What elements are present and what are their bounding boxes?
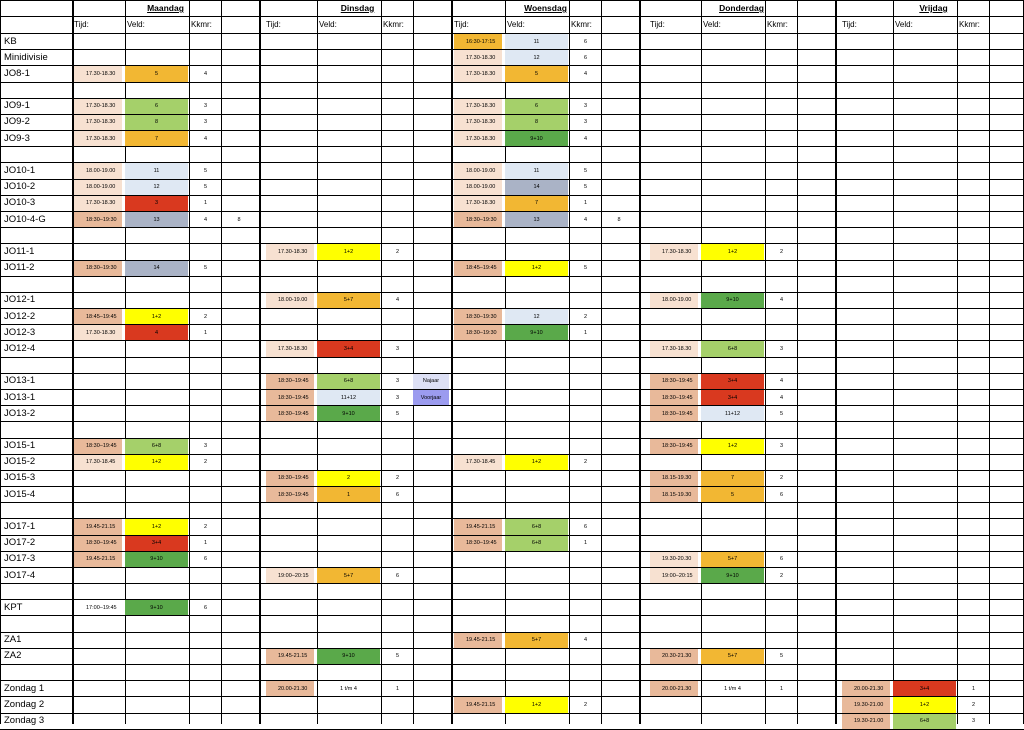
kkmr-cell: 2 (972, 701, 976, 708)
column-header-veld: Veld: (127, 19, 145, 29)
team-label: ZA1 (4, 634, 22, 646)
team-label: KPT (4, 601, 23, 613)
column-divider (701, 0, 702, 724)
column-divider (989, 0, 990, 724)
column-divider (451, 0, 453, 724)
veld-cell: 3 (125, 196, 188, 211)
tijd-cell: 17.30-18.30 (454, 66, 502, 81)
veld-cell: 1+2 (125, 309, 188, 324)
veld-cell: 8 (505, 115, 568, 130)
kkmr-cell: 4 (780, 297, 784, 304)
veld-cell: 5+7 (317, 293, 380, 308)
veld-cell: 6+8 (893, 714, 956, 729)
veld-cell: 11+12 (317, 390, 380, 405)
tijd-cell: 17.30-18.30 (650, 244, 698, 259)
kkmr-cell: 5 (396, 410, 400, 417)
veld-cell: 13 (505, 212, 568, 227)
veld-cell: 9+10 (505, 131, 568, 146)
veld-cell: 1+2 (505, 261, 568, 276)
kkmr-cell: 3 (396, 345, 400, 352)
row-divider (0, 227, 1024, 228)
team-label: JO17-1 (4, 520, 36, 532)
tijd-cell: 18:30–19:30 (74, 261, 122, 276)
kkmr-cell: 3 (584, 119, 588, 126)
veld-cell: 6+8 (125, 439, 188, 454)
row-divider (0, 648, 1024, 649)
tijd-cell: 18:30–19:45 (650, 406, 698, 421)
tijd-cell: 17.30-18.30 (74, 325, 122, 340)
tijd-cell: 17.30-18.45 (454, 455, 502, 470)
day-header-woensdag: Woensdag (524, 3, 567, 13)
tijd-cell: 18:30–19:45 (266, 487, 314, 502)
kkmr-cell: 5 (584, 265, 588, 272)
veld-cell: 3+4 (893, 681, 956, 696)
column-header-tijd: Tijd: (842, 19, 857, 29)
veld-cell: 2 (317, 471, 380, 486)
row-divider (0, 276, 1024, 277)
tijd-cell: 20.00-21.30 (266, 681, 314, 696)
team-label: JO8-1 (4, 67, 30, 79)
veld-cell: 1+2 (125, 455, 188, 470)
veld-cell: 3+4 (701, 390, 764, 405)
team-label: JO15-3 (4, 472, 36, 484)
column-divider (381, 0, 382, 724)
column-header-tijd: Tijd: (74, 19, 89, 29)
row-divider (0, 373, 1024, 374)
tijd-cell: 18:30–19:45 (650, 390, 698, 405)
kkmr-cell: 5 (204, 184, 208, 191)
tijd-cell: 18:30–19:45 (266, 390, 314, 405)
column-header-tijd: Tijd: (454, 19, 469, 29)
day-header-dinsdag: Dinsdag (340, 3, 375, 13)
veld-cell: 9+10 (317, 649, 380, 664)
veld-cell: 1+2 (701, 244, 764, 259)
veld-cell: 9+10 (701, 293, 764, 308)
column-header-tijd: Tijd: (266, 19, 281, 29)
veld-cell: 1 t/m 4 (724, 685, 741, 692)
kkmr-cell: 2 (584, 701, 588, 708)
kkmr-cell: 1 (584, 540, 588, 547)
row-divider (0, 470, 1024, 471)
tijd-cell: 16:30-17:15 (454, 34, 502, 49)
tijd-cell: 18:30–19:30 (74, 212, 122, 227)
team-label: JO17-3 (4, 553, 36, 565)
kkmr-cell: 1 (972, 685, 976, 692)
team-label: JO13-2 (4, 407, 36, 419)
tijd-cell: 17.30-18.30 (454, 50, 502, 65)
veld-cell: 9+10 (125, 600, 188, 615)
team-label: JO10-4-G (4, 213, 46, 225)
kkmr-cell: 5 (204, 265, 208, 272)
team-label: JO15-1 (4, 440, 36, 452)
tijd-cell: 17.30-18.30 (454, 115, 502, 130)
veld-cell: 11 (505, 163, 568, 178)
tijd-cell: 18.00-19.00 (650, 293, 698, 308)
column-divider (957, 0, 958, 724)
tijd-cell: 17.30-18.30 (454, 196, 502, 211)
kkmr-cell: 5 (584, 184, 588, 191)
kkmr-cell: 6 (396, 572, 400, 579)
team-label: JO13-1 (4, 375, 36, 387)
tijd-cell: 18.15-19.30 (650, 471, 698, 486)
team-label: JO9-3 (4, 132, 30, 144)
veld-cell: 6 (505, 99, 568, 114)
row-divider (0, 583, 1024, 584)
veld-cell: 1+2 (317, 244, 380, 259)
veld-cell: 1+2 (505, 697, 568, 712)
tijd-cell: 19.45-21.15 (74, 552, 122, 567)
row-divider (0, 82, 1024, 83)
tijd-cell: 19.30-20.30 (650, 552, 698, 567)
kkmr-cell: 4 (780, 378, 784, 385)
kkmr-cell: 3 (204, 103, 208, 110)
tijd-cell: 20.00-21.30 (650, 681, 698, 696)
team-label: JO12-3 (4, 326, 36, 338)
kkmr-cell: 6 (396, 491, 400, 498)
team-label: JO12-1 (4, 294, 36, 306)
column-header-veld: Veld: (895, 19, 913, 29)
tijd-cell: 18:30–19:45 (74, 536, 122, 551)
kkmr-cell: 2 (204, 523, 208, 530)
column-divider (259, 0, 261, 724)
tijd-cell: 17.30-18.30 (74, 99, 122, 114)
note-cell: 8 (617, 216, 621, 223)
veld-cell: 1+2 (701, 439, 764, 454)
veld-cell: 5 (505, 66, 568, 81)
tijd-cell: 19.30-21.00 (842, 697, 890, 712)
veld-cell: 9+10 (701, 568, 764, 583)
veld-cell: 7 (125, 131, 188, 146)
tijd-cell: 18.00-19.00 (74, 163, 122, 178)
tijd-cell: 18.00-19.00 (74, 180, 122, 195)
team-label: KB (4, 35, 17, 47)
tijd-cell: 18:30–19:30 (454, 325, 502, 340)
team-label: JO9-2 (4, 116, 30, 128)
veld-cell: 1+2 (505, 455, 568, 470)
veld-cell: 6+8 (505, 519, 568, 534)
tijd-cell: 18.15-19.30 (650, 487, 698, 502)
tijd-cell: 17:00–19:45 (86, 604, 117, 611)
tijd-cell: 17.30-18.30 (650, 341, 698, 356)
veld-cell: 14 (125, 261, 188, 276)
row-divider (0, 405, 1024, 406)
row-divider (0, 357, 1024, 358)
column-divider (639, 0, 641, 724)
team-label: JO10-2 (4, 181, 36, 193)
veld-cell: 1+2 (125, 519, 188, 534)
tijd-cell: 17.30-18.30 (454, 131, 502, 146)
team-label: Zondag 1 (4, 682, 45, 694)
tijd-cell: 18:30–19:30 (454, 309, 502, 324)
veld-cell: 11 (505, 34, 568, 49)
veld-cell: 6+8 (505, 536, 568, 551)
kkmr-cell: 3 (972, 718, 976, 725)
kkmr-cell: 2 (780, 248, 784, 255)
day-header-vrijdag: Vrijdag (919, 3, 948, 13)
column-divider (765, 0, 766, 724)
team-label: Zondag 2 (4, 698, 45, 710)
veld-cell: 12 (505, 50, 568, 65)
tijd-cell: 18:30–19:45 (650, 374, 698, 389)
kkmr-cell: 2 (396, 475, 400, 482)
kkmr-cell: 1 (204, 200, 208, 207)
kkmr-cell: 5 (780, 410, 784, 417)
kkmr-cell: 2 (780, 475, 784, 482)
column-header-kkmr: Kkmr: (383, 19, 404, 29)
veld-cell: 7 (701, 471, 764, 486)
veld-cell: 3+4 (701, 374, 764, 389)
kkmr-cell: 2 (584, 313, 588, 320)
tijd-cell: 17.30-18.45 (74, 455, 122, 470)
kkmr-cell: 1 (584, 200, 588, 207)
row-divider (0, 486, 1024, 487)
tijd-cell: 19.45-21.15 (74, 519, 122, 534)
kkmr-cell: 3 (584, 103, 588, 110)
tijd-cell: 20.00-21.30 (842, 681, 890, 696)
tijd-cell: 18:45–19:45 (454, 261, 502, 276)
team-label: Zondag 3 (4, 715, 45, 727)
column-header-kkmr: Kkmr: (959, 19, 980, 29)
kkmr-cell: 4 (396, 297, 400, 304)
team-label: JO11-2 (4, 262, 35, 274)
veld-cell: 3+4 (317, 341, 380, 356)
kkmr-cell: 6 (584, 54, 588, 61)
kkmr-cell: 3 (780, 443, 784, 450)
kkmr-cell: 5 (204, 168, 208, 175)
team-label: ZA2 (4, 650, 22, 662)
kkmr-cell: 3 (204, 443, 208, 450)
kkmr-cell: 6 (780, 491, 784, 498)
tijd-cell: 18:45–19:45 (74, 309, 122, 324)
kkmr-cell: 3 (396, 378, 400, 385)
veld-cell: 11+12 (701, 406, 764, 421)
kkmr-cell: 4 (780, 394, 784, 401)
veld-cell: 9+10 (317, 406, 380, 421)
tijd-cell: 18.00-19.00 (454, 180, 502, 195)
team-label: JO15-2 (4, 456, 36, 468)
row-divider (0, 389, 1024, 390)
veld-cell: 5+7 (701, 552, 764, 567)
tijd-cell: 19.30-21.00 (842, 714, 890, 729)
veld-cell: 11 (125, 163, 188, 178)
veld-cell: 12 (505, 309, 568, 324)
kkmr-cell: 6 (584, 38, 588, 45)
kkmr-cell: 4 (204, 135, 208, 142)
veld-cell: 13 (125, 212, 188, 227)
veld-cell: 4 (125, 325, 188, 340)
veld-cell: 1+2 (893, 697, 956, 712)
tijd-cell: 18.00-19.00 (266, 293, 314, 308)
tijd-cell: 20.30-21.30 (650, 649, 698, 664)
kkmr-cell: 6 (204, 556, 208, 563)
kkmr-cell: 2 (204, 459, 208, 466)
tijd-cell: 17.30-18.30 (266, 341, 314, 356)
column-divider (797, 0, 798, 724)
column-divider (413, 0, 414, 724)
veld-cell: 7 (505, 196, 568, 211)
team-label: JO11-1 (4, 245, 35, 257)
team-label: JO15-4 (4, 488, 36, 500)
tijd-cell: 19.45-21.15 (454, 633, 502, 648)
team-label: JO12-2 (4, 310, 36, 322)
kkmr-cell: 2 (780, 572, 784, 579)
veld-cell: 5+7 (317, 568, 380, 583)
kkmr-cell: 2 (396, 248, 400, 255)
note-cell: Najaar (413, 374, 449, 389)
veld-cell: 5 (125, 66, 188, 81)
tijd-cell: 17.30-18.30 (454, 99, 502, 114)
kkmr-cell: 3 (780, 345, 784, 352)
row-divider (0, 567, 1024, 568)
tijd-cell: 17.30-18.30 (74, 66, 122, 81)
note-cell: Voorjaar (413, 390, 449, 405)
veld-cell: 6 (125, 99, 188, 114)
kkmr-cell: 1 (584, 329, 588, 336)
tijd-cell: 17.30-18.30 (266, 244, 314, 259)
tijd-cell: 18:30–19:45 (454, 536, 502, 551)
veld-cell: 8 (125, 115, 188, 130)
column-header-veld: Veld: (703, 19, 721, 29)
veld-cell: 5+7 (701, 649, 764, 664)
kkmr-cell: 1 (396, 685, 400, 692)
tijd-cell: 19:00–20:15 (650, 568, 698, 583)
row-divider (0, 292, 1024, 293)
kkmr-cell: 2 (584, 459, 588, 466)
tijd-cell: 18:30–19:45 (266, 406, 314, 421)
column-header-kkmr: Kkmr: (571, 19, 592, 29)
veld-cell: 6+8 (317, 374, 380, 389)
kkmr-cell: 3 (396, 394, 400, 401)
row-divider (0, 421, 1024, 422)
team-label: Minidivisie (4, 51, 48, 63)
column-divider (835, 0, 837, 724)
veld-cell: 9+10 (125, 552, 188, 567)
column-header-kkmr: Kkmr: (767, 19, 788, 29)
veld-cell: 1 (317, 487, 380, 502)
day-header-maandag: Maandag (147, 3, 184, 13)
kkmr-cell: 1 (204, 540, 208, 547)
kkmr-cell: 4 (204, 70, 208, 77)
tijd-cell: 18.00-19.00 (454, 163, 502, 178)
team-label: JO12-4 (4, 342, 36, 354)
kkmr-cell: 5 (396, 653, 400, 660)
kkmr-cell: 1 (780, 685, 784, 692)
tijd-cell: 19.45-21.15 (266, 649, 314, 664)
row-divider (0, 664, 1024, 665)
tijd-cell: 18:30–19:45 (74, 439, 122, 454)
tijd-cell: 18:30–19:45 (650, 439, 698, 454)
kkmr-cell: 2 (204, 313, 208, 320)
team-label: JO10-1 (4, 165, 36, 177)
veld-cell: 9+10 (505, 325, 568, 340)
column-header-veld: Veld: (507, 19, 525, 29)
column-header-tijd: Tijd: (650, 19, 665, 29)
kkmr-cell: 4 (584, 216, 588, 223)
kkmr-cell: 1 (204, 329, 208, 336)
tijd-cell: 17.30-18.30 (74, 196, 122, 211)
veld-cell: 3+4 (125, 536, 188, 551)
kkmr-cell: 5 (780, 653, 784, 660)
column-header-veld: Veld: (319, 19, 337, 29)
team-label: JO17-2 (4, 537, 36, 549)
tijd-cell: 17.30-18.30 (74, 115, 122, 130)
column-divider (893, 0, 894, 724)
team-label: JO10-3 (4, 197, 36, 209)
team-label: JO9-1 (4, 100, 30, 112)
kkmr-cell: 4 (204, 216, 208, 223)
row-divider (0, 502, 1024, 503)
tijd-cell: 18:30–19:45 (266, 374, 314, 389)
column-divider (601, 0, 602, 724)
veld-cell: 6+8 (701, 341, 764, 356)
veld-cell: 14 (505, 180, 568, 195)
kkmr-cell: 4 (584, 135, 588, 142)
note-cell: 8 (237, 216, 241, 223)
kkmr-cell: 5 (584, 168, 588, 175)
kkmr-cell: 3 (204, 119, 208, 126)
veld-cell: 5+7 (505, 633, 568, 648)
column-divider (317, 0, 318, 724)
kkmr-cell: 4 (584, 637, 588, 644)
tijd-cell: 19:00–20:15 (266, 568, 314, 583)
row-divider (0, 243, 1024, 244)
day-header-donderdag: Donderdag (719, 3, 764, 13)
team-label: JO17-4 (4, 569, 36, 581)
tijd-cell: 18:30–19:45 (266, 471, 314, 486)
team-label: JO13-1 (4, 391, 36, 403)
veld-cell: 1 t/m 4 (340, 685, 357, 692)
tijd-cell: 19.45-21.15 (454, 519, 502, 534)
column-divider (221, 0, 222, 724)
kkmr-cell: 6 (780, 556, 784, 563)
tijd-cell: 18:30–19:30 (454, 212, 502, 227)
column-header-kkmr: Kkmr: (191, 19, 212, 29)
kkmr-cell: 4 (584, 70, 588, 77)
veld-cell: 12 (125, 180, 188, 195)
kkmr-cell: 6 (584, 523, 588, 530)
tijd-cell: 17.30-18.30 (74, 131, 122, 146)
veld-cell: 5 (701, 487, 764, 502)
tijd-cell: 19.45-21.15 (454, 697, 502, 712)
kkmr-cell: 6 (204, 604, 208, 611)
